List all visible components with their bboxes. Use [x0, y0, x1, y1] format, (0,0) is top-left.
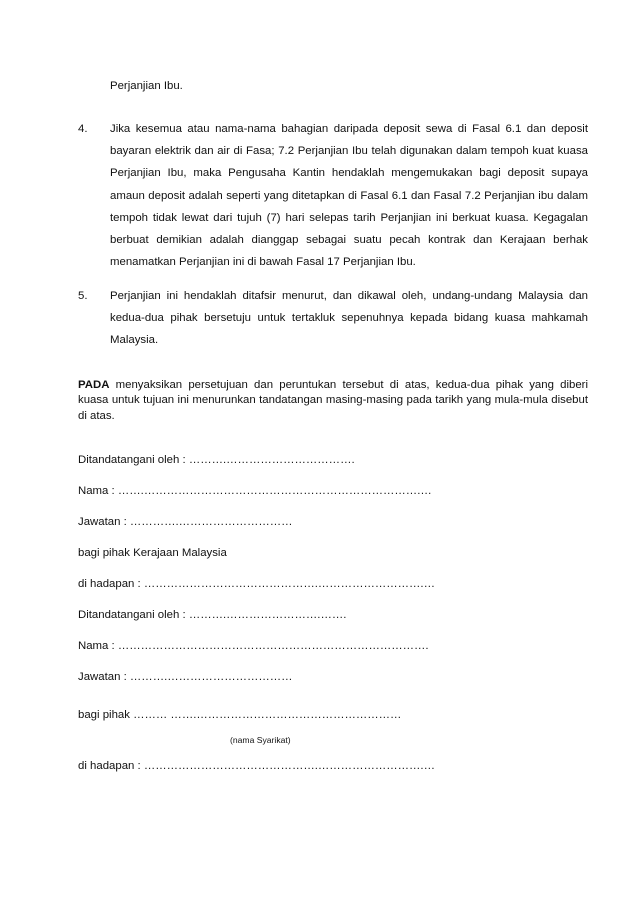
- name-line: Nama : ……………………………………………………………………….: [78, 640, 429, 652]
- position-line: Jawatan : ……….……………………………: [78, 671, 293, 683]
- position-line: Jawatan : ………….…………………………: [78, 516, 293, 528]
- name-line: Nama : …….……………………………………………………………….…: [78, 485, 432, 497]
- signed-by-line: Ditandatangani oleh : ……….…………………….…….: [78, 609, 347, 621]
- witness-line: di hadapan : ……………………………………….……………………….…: [78, 760, 435, 772]
- continuation-text: Perjanjian Ibu.: [110, 80, 183, 92]
- party-line: bagi pihak Kerajaan Malaysia: [78, 547, 227, 559]
- witness-line: di hadapan : ……………………………………….……………………….…: [78, 578, 435, 590]
- witness-text: menyaksikan persetujuan dan peruntukan tersebut di atas, kedua-dua pihak yang diberi kuasa untuk tujuan ini menurunkan tandatangan masing-masing pada tarikh yang mula-mula disebut di atas.: [78, 379, 588, 422]
- party-line: bagi pihak ……… …….………………………………………………: [78, 709, 402, 721]
- company-name-caption: (nama Syarikat): [230, 735, 291, 745]
- clause-number: 5.: [78, 290, 88, 302]
- signed-by-line: Ditandatangani oleh : ……….…………………………….: [78, 454, 355, 466]
- witness-paragraph: [78, 378, 588, 424]
- clause-number: 4.: [78, 123, 88, 135]
- witness-lead: PADA: [78, 379, 110, 391]
- clause-text: Jika kesemua atau nama-nama bahagian daripada deposit sewa di Fasal 6.1 dan deposit bayaran elektrik dan air di Fasa; 7.2 Perjanjian Ibu telah digunakan dalam tempoh kuat kuasa Perjanjian Ibu, maka Pengusaha Kantin hendaklah mengemukakan bagi deposit supaya amaun deposit adalah seperti yang ditetapkan di Fasal 6.1 dan Fasal 7.2 Perjanjian ibu dalam tempoh tidak lewat dari tujuh (7) hari selepas tarih Perjanjian ini berkuat kuasa. Kegagalan berbuat demikian adalah dianggap sebagai suatu pecah kontrak dan Kerajaan berhak menamatkan Perjanjian ini di bawah Fasal 17 Perjanjian Ibu.: [110, 123, 588, 269]
- clause-text: Perjanjian ini hendaklah ditafsir menurut, dan dikawal oleh, undang-undang Malaysia dan kedua-dua pihak bersetuju untuk tertakluk sepenuhnya kepada bidang kuasa mahkamah Malaysia.: [110, 290, 588, 347]
